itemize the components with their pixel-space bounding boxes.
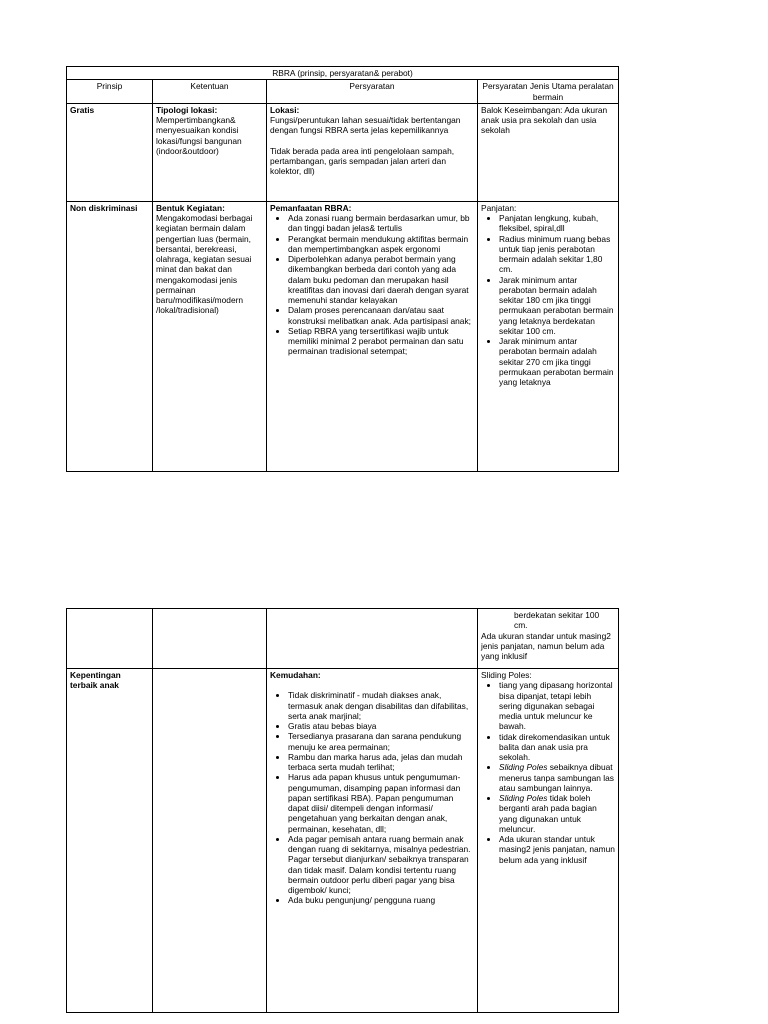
list-item: • Ada buku pengunjung/ pengguna ruang	[288, 895, 474, 905]
list-item: • Diperbolehkan adanya perabot bermain yang dikembangkan berbeda dari contoh yang ada dalam buku pedoman dan merupakan hasil kreatifitas dan inovasi dari daerah dengan syarat memenuhi standar kelayakan	[288, 254, 474, 305]
table-title: RBRA (prinsip, persyaratan& perabot)	[67, 67, 619, 80]
cell-ketentuan	[153, 201, 267, 471]
list-item: • Radius minimum ruang bebas untuk tiap jenis perabotan bermain adalah sekitar 1,80 cm.	[499, 234, 615, 275]
list-item: • Dalam proses perencanaan dan/atau saat konstruksi melibatkan anak. Ada partisipasi anak;	[288, 305, 474, 326]
cell-peralatan	[478, 609, 619, 669]
header-peralatan: Persyaratan Jenis Utama peralatan bermain	[478, 80, 619, 104]
cell-persyaratan	[267, 103, 478, 201]
cell-ketentuan	[153, 103, 267, 201]
cell-ketentuan	[153, 669, 267, 1013]
bullet-list	[481, 680, 615, 865]
list-item: • Panjatan lengkung, kubah, fleksibel, spiral,dll	[499, 213, 615, 234]
cell-text: Tidak berada pada area inti pengelolaan sampah, pertambangan, garis sempadan jalan arteri dan kolektor, dll)	[270, 145, 455, 176]
cell-peralatan	[478, 669, 619, 1013]
cell-heading: Kemudahan:	[270, 670, 321, 680]
cell-persyaratan	[267, 201, 478, 471]
cell-text: Fungsi/peruntukan lahan sesuai/tidak bertentangan dengan fungsi RBRA serta jelas kepemilikannya	[270, 115, 461, 136]
cell-heading: Bentuk Kegiatan:	[156, 202, 225, 213]
cell-text: Ada ukuran standar untuk masing2 jenis panjatan, namun belum ada yang inklusif	[481, 630, 611, 661]
list-item: • Gratis atau bebas biaya	[288, 721, 474, 731]
cell-heading: Panjatan:	[481, 202, 517, 213]
list-item: • Ada pagar pemisah antara ruang bermain anak dengan ruang di sekitarnya, misalnya pedestrian. Pagar tersebut dianjurkan/ sebaiknya transparan dan tidak masif. Dalam kondisi tertentu ruang bermain outdoor perlu diberi pagar yang bisa digembok/ kunci;	[288, 834, 474, 896]
table-row	[67, 609, 619, 669]
list-item: • Tersedianya prasarana dan sarana pendukung menuju ke area permainan;	[288, 731, 474, 752]
cell-persyaratan	[267, 609, 478, 669]
header-ketentuan: Ketentuan	[153, 80, 267, 104]
list-item: • Perangkat bermain mendukung aktifitas bermain dan mempertimbangkan aspek ergonomi	[288, 234, 474, 255]
table-row	[67, 201, 619, 471]
italic-term: Sliding Poles	[499, 793, 548, 803]
cell-heading: Lokasi:	[270, 104, 300, 115]
cell-prinsip: Kepentingan terbaik anak	[67, 669, 153, 1013]
list-item: • Ada ukuran standar untuk masing2 jenis panjatan, namun belum ada yang inklusif	[499, 834, 615, 865]
table-row	[67, 669, 619, 1013]
cell-prinsip	[67, 609, 153, 669]
cell-persyaratan	[267, 669, 478, 1013]
cell-heading: Pemanfaatan RBRA:	[270, 202, 352, 213]
cell-text: Mengakomodasi berbagai kegiatan bermain dalam pengertian luas (bermain, bersantai, berekreasi, olahraga, kegiatan sesuai minat dan bakat dan mengakomodasi jenis permainan baru/modifikasi/modern /lokal/tradisional)	[156, 213, 253, 316]
cell-heading: Tipologi lokasi:	[156, 104, 218, 115]
cell-heading: Sliding Poles:	[481, 670, 532, 680]
italic-term: Sliding Poles	[499, 762, 548, 773]
cell-peralatan	[478, 201, 619, 471]
bullet-list	[270, 213, 474, 357]
list-item-text: tidak boleh berganti arah pada bagian yang digunakan untuk meluncur.	[499, 793, 597, 834]
list-item: • Setiap RBRA yang tersertifikasi wajib untuk memiliki minimal 2 perabot permainan dan satu permainan tradisional setempat;	[288, 326, 474, 357]
cell-prinsip: Non diskriminasi	[67, 201, 153, 471]
bullet-list	[270, 690, 474, 905]
list-item: • tiang yang dipasang horizontal bisa dipanjat, tetapi lebih sering digunakan sebagai media untuk meluncur ke bawah.	[499, 680, 615, 731]
table-header-row	[67, 80, 619, 104]
rbra-table-1	[66, 66, 619, 472]
list-item: • Tidak diskriminatif - mudah diakses anak, termasuk anak dengan disabilitas dan difabilitas, serta anak marjinal;	[288, 690, 474, 721]
list-item: • Jarak minimum antar perabotan bermain adalah sekitar 180 cm jika tinggi permukaan perabotan bermain yang letaknya berdekatan sekitar 100 cm.	[499, 275, 615, 337]
list-item	[499, 793, 615, 834]
cell-ketentuan	[153, 609, 267, 669]
list-item: • Jarak minimum antar perabotan bermain adalah sekitar 270 cm jika tinggi permukaan perabotan bermain yang letaknya	[499, 336, 615, 387]
list-item-text: sebaiknya dibuat menerus tanpa sambungan las atau sambungan lainnya.	[499, 762, 614, 793]
list-item: • tidak direkomendasikan untuk balita dan anak usia pra sekolah.	[499, 732, 615, 763]
bullet-list	[481, 213, 615, 387]
table-title-row	[67, 67, 619, 80]
list-item	[499, 762, 615, 793]
cell-text: Mempertimbangkan& menyesuaikan kondisi lokasi/fungsi bangunan (indoor&outdoor)	[156, 115, 242, 156]
cell-prinsip: Gratis	[67, 103, 153, 201]
list-item: • Harus ada papan khusus untuk pengumuman-pengumuman, disamping papan informasi dan papan sertifikasi RBA). Papan pengumuman dapat diisi/ ditempeli dengan informasi/ pengetahuan yang berkaitan dengan anak, permainan, kesehatan, dll;	[288, 772, 474, 834]
rbra-table-2	[66, 608, 619, 1013]
list-item: • Ada zonasi ruang bermain berdasarkan umur, bb dan tinggi badan jelas& tertulis	[288, 213, 474, 234]
header-prinsip: Prinsip	[67, 80, 153, 104]
table-row	[67, 103, 619, 201]
list-item-continuation: berdekatan sekitar 100 cm.	[514, 610, 600, 631]
list-item: • Rambu dan marka harus ada, jelas dan mudah terbaca serta mudah terlihat;	[288, 752, 474, 773]
header-persyaratan: Persyaratan	[267, 80, 478, 104]
cell-peralatan: Balok Keseimbangan: Ada ukuran anak usia pra sekolah dan usia sekolah	[478, 103, 619, 201]
